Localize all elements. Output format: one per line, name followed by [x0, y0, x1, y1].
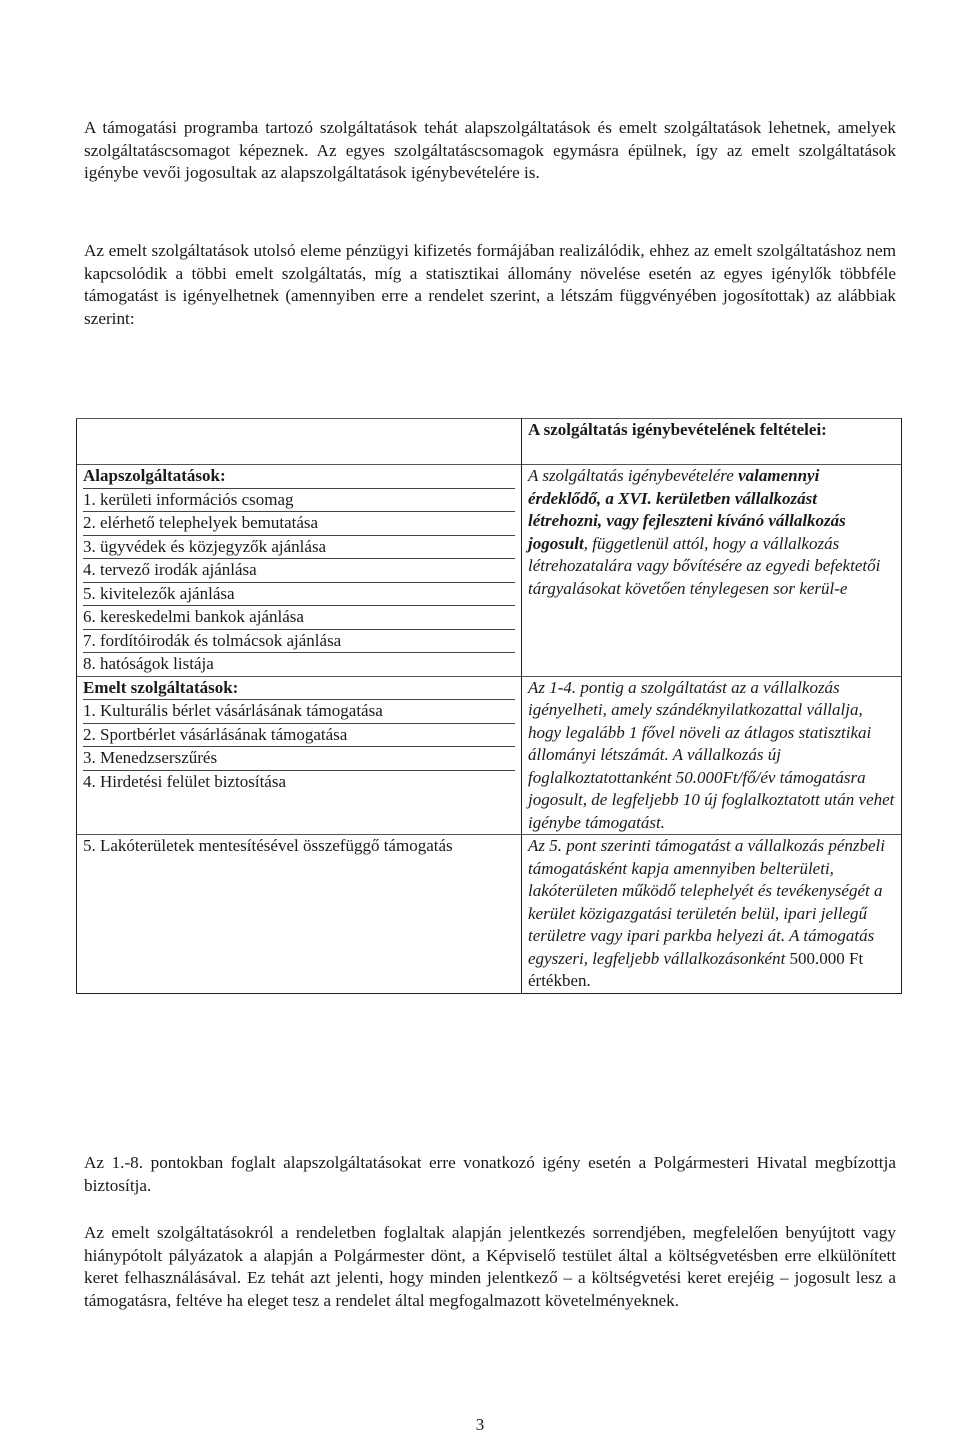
advanced-conditions-cell: Az 1-4. pontig a szolgáltatást az a vállalkozás igényelheti, amely szándéknyilatkozattal vállalja, hogy legalább 1 fővel növeli az átlagos statisztikai állományi létszámát. A vállalkozás új foglalkoztatottanként 50.000Ft/fő/év támogatásra jogosult, de legfeljebb 10 új foglalkoztatott után vehet igénybe támogatást.	[522, 676, 902, 835]
advanced-item-3: 3. Menedzserszűrés	[83, 747, 515, 771]
basic-item-4: 4. tervező irodák ajánlása	[83, 559, 515, 583]
residential-conditions-cell	[522, 835, 902, 994]
basic-item-8: 8. hatóságok listája	[83, 654, 214, 673]
advanced-services-title: Emelt szolgáltatások:	[83, 677, 515, 701]
advanced-item-2: 2. Sportbérlet vásárlásának támogatása	[83, 724, 515, 748]
basic-conditions-cell	[522, 465, 902, 677]
conditions-header: A szolgáltatás igénybevételének feltételei:	[522, 419, 902, 465]
basic-condition-start: A szolgáltatás igénybevételére	[528, 466, 739, 485]
paragraph-emelt: Az emelt szolgáltatások utolsó eleme pénzügyi kifizetés formájában realizálódik, ehhez az emelt szolgáltatáshoz nem kapcsolódik a többi emelt szolgáltatás, míg a statisztikai állomány növelése esetén az egyes igénylők többféle támogatást is igényelhetnek (amennyiben erre a rendelet szerint, a létszám függvényében jogosítottak) az alábbiak szerint:	[84, 241, 896, 328]
paragraph-decision: Az emelt szolgáltatásokról a rendeletben foglaltak alapján jelentkezés sorrendjében, megfelelően benyújtott vagy hiánypótolt pályázatok a alapján a Polgármester dönt, a Képviselő testület által a költségvetésben erre elkülönített keret felhasználásával. Ez tehát azt jelenti, hogy minden jelentkező – a költségvetési keret erejéig – jogosult lesz a támogatásra, feltéve ha eleget tesz a rendelet által megfogalmazott követelményeknek.	[84, 1223, 896, 1310]
basic-item-3: 3. ügyvédek és közjegyzők ajánlása	[83, 536, 515, 560]
table-header-empty-cell	[77, 419, 522, 465]
residential-support-cell	[77, 835, 522, 994]
advanced-item-5: 5. Lakóterületek mentesítésével összefüggő támogatás	[83, 836, 453, 855]
support-amount: 500.000 Ft értékben.	[528, 948, 864, 990]
services-table	[76, 418, 902, 994]
basic-item-1: 1. kerületi információs csomag	[83, 489, 515, 513]
page-number: 3	[475, 1415, 485, 1434]
residential-condition-text: Az 5. pont szerinti támogatást a vállalkozás pénzbeli támogatásként kapja amennyiben belterületi, lakóterületen működő telephelyét és tevékenységét a kerület közigazgatási területén belül, ipari jellegű területre vagy ipari parkba helyezi át. A támogatás egyszeri, legfeljebb vállalkozásonként	[528, 836, 885, 968]
paragraph-basic-provision: Az 1.-8. pontokban foglalt alapszolgáltatásokat erre vonatkozó igény esetén a Polgármesteri Hivatal megbízottja biztosítja.	[84, 1153, 896, 1195]
basic-item-5: 5. kivitelezők ajánlása	[83, 583, 515, 607]
basic-services-cell	[77, 465, 522, 677]
basic-item-7: 7. fordítóirodák és tolmácsok ajánlása	[83, 630, 515, 654]
basic-condition-rest: , függetlenül attól, hogy a vállalkozás létrehozatalára vagy bővítésére az egyedi befektetői tárgyalásokat követően ténylegesen sor kerül-e	[528, 533, 881, 598]
basic-item-6: 6. kereskedelmi bankok ajánlása	[83, 606, 515, 630]
advanced-services-cell	[77, 676, 522, 835]
paragraph-intro: A támogatási programba tartozó szolgáltatások tehát alapszolgáltatások és emelt szolgáltatások lehetnek, amelyek szolgáltatáscsomagot képeznek. Az egyes szolgáltatáscsomagok egymásra épülnek, így az emelt szolgáltatások igénybe vevői jogosultak az alapszolgáltatások igénybevételére is.	[84, 118, 896, 182]
basic-services-title: Alapszolgáltatások:	[83, 465, 515, 489]
advanced-item-4: 4. Hirdetési felület biztosítása	[83, 771, 286, 791]
basic-item-2: 2. elérhető telephelyek bemutatása	[83, 512, 515, 536]
basic-condition-eligible: valamennyi érdeklődő, a XVI. kerületben vállalkozást létrehozni, vagy fejleszteni kívánó vállalkozás jogosult	[528, 466, 846, 553]
advanced-item-1: 1. Kulturális bérlet vásárlásának támogatása	[83, 700, 515, 724]
